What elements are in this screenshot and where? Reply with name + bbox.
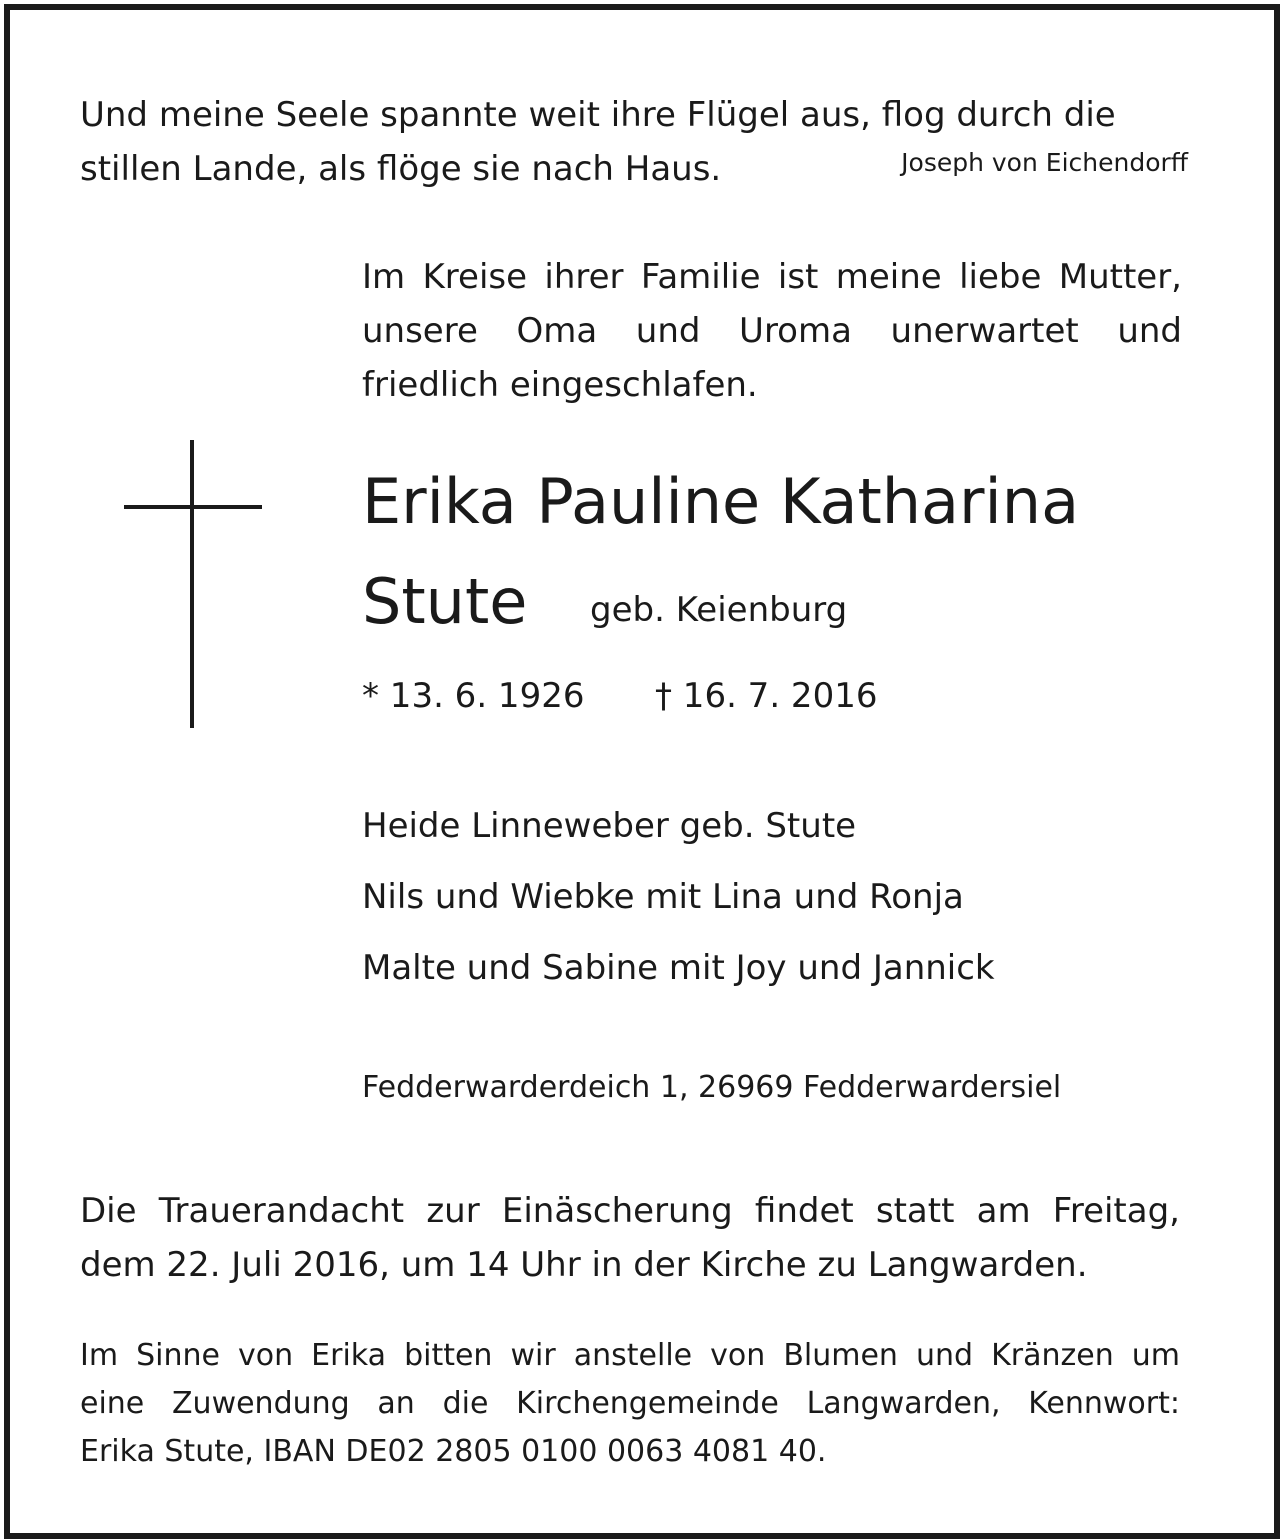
donation-request [80,1332,1180,1476]
family-address: Fedderwarderdeich 1, 26969 Fedderwardersiel [362,1070,1062,1105]
death-date: † 16. 7. 2016 [655,676,878,716]
service-line: dem 22. Juli 2016, um 14 Uhr in der Kirche zu Langwarden. [80,1245,1088,1285]
service-line: Die Trauerandacht zur Einäscherung findet statt am Freitag, [80,1191,1180,1231]
mourner-line: Nils und Wiebke mit Lina und Ronja [362,877,964,917]
mourner-line: Heide Linneweber geb. Stute [362,806,857,846]
intro-line: Im Kreise ihrer Familie ist meine liebe Mutter, [362,257,1182,297]
obituary-notice [4,4,1280,1539]
quote [80,88,1180,196]
service-announcement [80,1184,1180,1292]
quote-line: stillen Lande, als flöge sie nach Haus. [80,149,722,189]
donation-line: Erika Stute, IBAN DE02 2805 0100 0063 4081 40. [80,1434,827,1469]
intro-text [362,250,1182,412]
deceased-surname: Stute [362,565,528,638]
cross-icon-vertical [190,440,194,728]
quote-author: Joseph von Eichendorff [901,148,1188,177]
mourner-line: Malte und Sabine mit Joy und Jannick [362,948,995,988]
intro-line: unsere Oma und Uroma unerwartet und [362,311,1182,351]
donation-line: eine Zuwendung an die Kirchengemeinde Langwarden, Kennwort: [80,1386,1180,1421]
birth-date: * 13. 6. 1926 [362,676,585,716]
quote-line: Und meine Seele spannte weit ihre Flügel aus, flog durch die [80,95,1116,135]
deceased-given-names: Erika Pauline Katharina [362,465,1080,538]
intro-line: friedlich eingeschlafen. [362,365,758,405]
donation-line: Im Sinne von Erika bitten wir anstelle von Blumen und Kränzen um [80,1338,1180,1373]
deceased-maiden-name: geb. Keienburg [590,590,848,630]
cross-icon-horizontal [124,505,262,509]
